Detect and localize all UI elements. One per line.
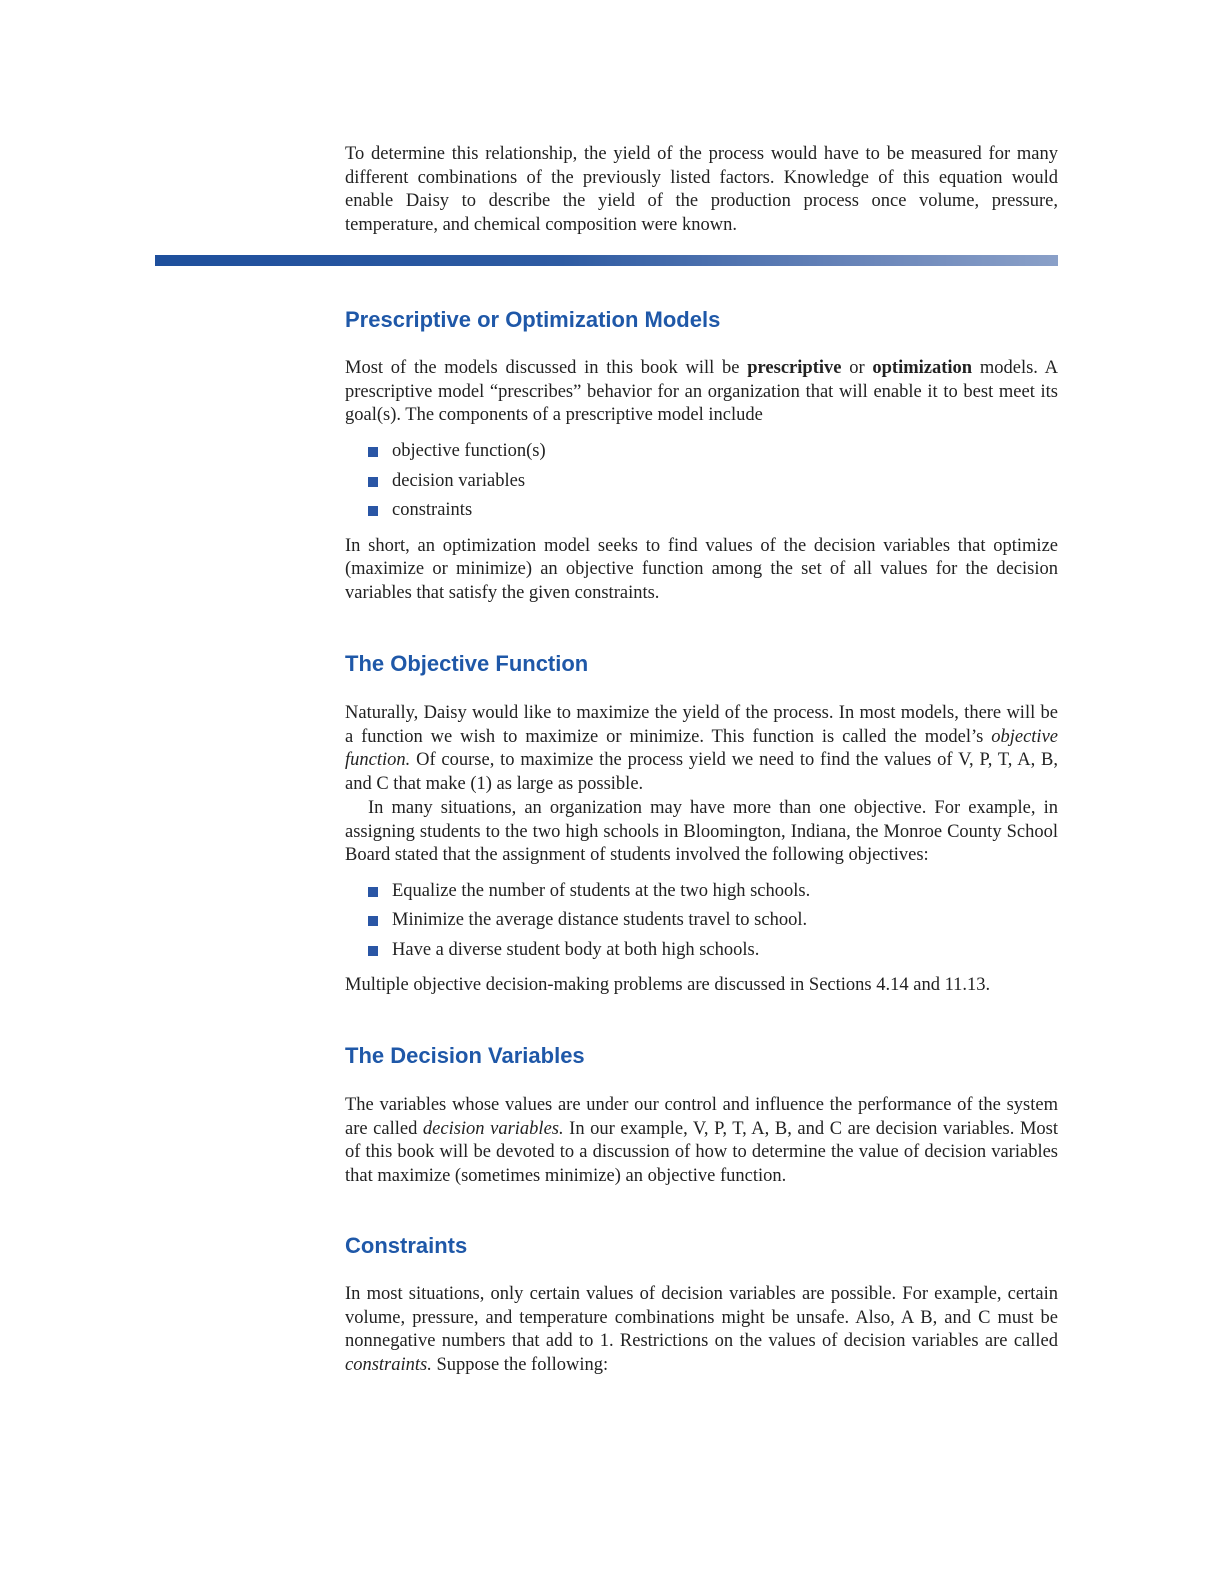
objectives-list <box>345 880 1058 969</box>
text-run: Suppose the following: <box>431 1355 609 1376</box>
text-run: The variables whose values are under our control and influence the performance of the system are called <box>345 1095 1058 1139</box>
heading-objective-function: The Objective Function <box>345 651 589 676</box>
prescriptive-paragraph-2: In short, an optimization model seeks to find values of the decision variables that optimize (maximize or minimize) an objective function among the set of all values for the decision variables that satisfy the given constraints. <box>345 535 1058 604</box>
list-item-text: Equalize the number of students at the two high schools. <box>392 880 811 901</box>
bold-term-prescriptive: prescriptive <box>747 358 842 378</box>
italic-term: objective function. <box>345 726 1058 771</box>
square-bullet-icon <box>368 916 378 926</box>
objective-paragraph-1 <box>345 702 1058 797</box>
square-bullet-icon <box>368 477 378 487</box>
prescriptive-paragraph-1 <box>345 357 1058 428</box>
square-bullet-icon <box>368 447 378 457</box>
text-run: In most situations, only certain values of decision variables are possible. For example, certain volume, pressure, and temperature combinations might be unsafe. Also, A B, and C must be nonnegative numbers that add to 1. Restrictions on the values of decision variables are called <box>345 1284 1058 1352</box>
prescriptive-block <box>345 357 1058 606</box>
list-item-text: constraints <box>392 500 473 521</box>
list-item <box>345 939 1058 969</box>
intro-block <box>345 143 1058 238</box>
intro-paragraph: To determine this relationship, the yield of the process would have to be measured for many different combinations of the previously listed factors. Knowledge of this equation would enable Daisy to describe the yield of the production process once volume, pressure, temperature, and chemical composition were known. <box>345 144 1058 236</box>
list-item-text: decision variables <box>392 470 526 491</box>
italic-term: decision variables. <box>422 1118 564 1139</box>
square-bullet-icon <box>368 946 378 956</box>
objective-paragraph-2: In many situations, an organization may have more than one objective. For example, in assigning students to the two high schools in Bloomington, Indiana, the Monroe County School Board stated that the assignment of students involved the following objectives: <box>345 797 1058 866</box>
section-divider-bar <box>155 255 1058 266</box>
list-item <box>345 499 1058 529</box>
list-item <box>345 440 1058 470</box>
objective-block <box>345 702 1058 998</box>
text-run: models. A prescriptive model “prescribes” behavior for an organization that will enable it to best meet its goal(s). The components of a prescriptive model include <box>345 358 1058 426</box>
constraints-block <box>345 1283 1058 1378</box>
text-run: Of course, to maximize the process yield we need to find the values of V, P, T, A, B, and C that make (1) as large as possible. <box>345 750 1058 795</box>
decision-paragraph-1 <box>345 1094 1058 1189</box>
list-item <box>345 880 1058 910</box>
list-item-text: Minimize the average distance students travel to school. <box>392 910 808 931</box>
list-item <box>345 470 1058 500</box>
constraints-paragraph-1 <box>345 1283 1058 1378</box>
heading-constraints: Constraints <box>345 1233 468 1258</box>
components-list <box>345 440 1058 529</box>
list-item-text: Have a diverse student body at both high schools. <box>392 939 760 960</box>
text-run: or <box>841 358 873 378</box>
list-item-text: objective function(s) <box>392 441 546 462</box>
text-run: Most of the models discussed in this book will be <box>345 358 748 378</box>
list-item <box>345 909 1058 939</box>
text-run: Naturally, Daisy would like to maximize the yield of the process. In most models, there will be a function we wish to maximize or minimize. This function is called the model’s <box>345 703 1058 747</box>
decision-block <box>345 1094 1058 1189</box>
bold-term-optimization: optimization <box>872 358 973 378</box>
square-bullet-icon <box>368 887 378 897</box>
text-run: In our example, V, P, T, A, B, and C are decision variables. Most of this book will be devoted to a discussion of how to determine the value of decision variables that maximize (sometimes minimize) an objective function. <box>345 1118 1058 1187</box>
heading-decision-variables: The Decision Variables <box>345 1043 585 1068</box>
heading-prescriptive: Prescriptive or Optimization Models <box>345 307 721 332</box>
italic-term: constraints. <box>345 1355 432 1376</box>
square-bullet-icon <box>368 506 378 516</box>
objective-paragraph-3: Multiple objective decision-making problems are discussed in Sections 4.14 and 11.13. <box>345 975 991 996</box>
